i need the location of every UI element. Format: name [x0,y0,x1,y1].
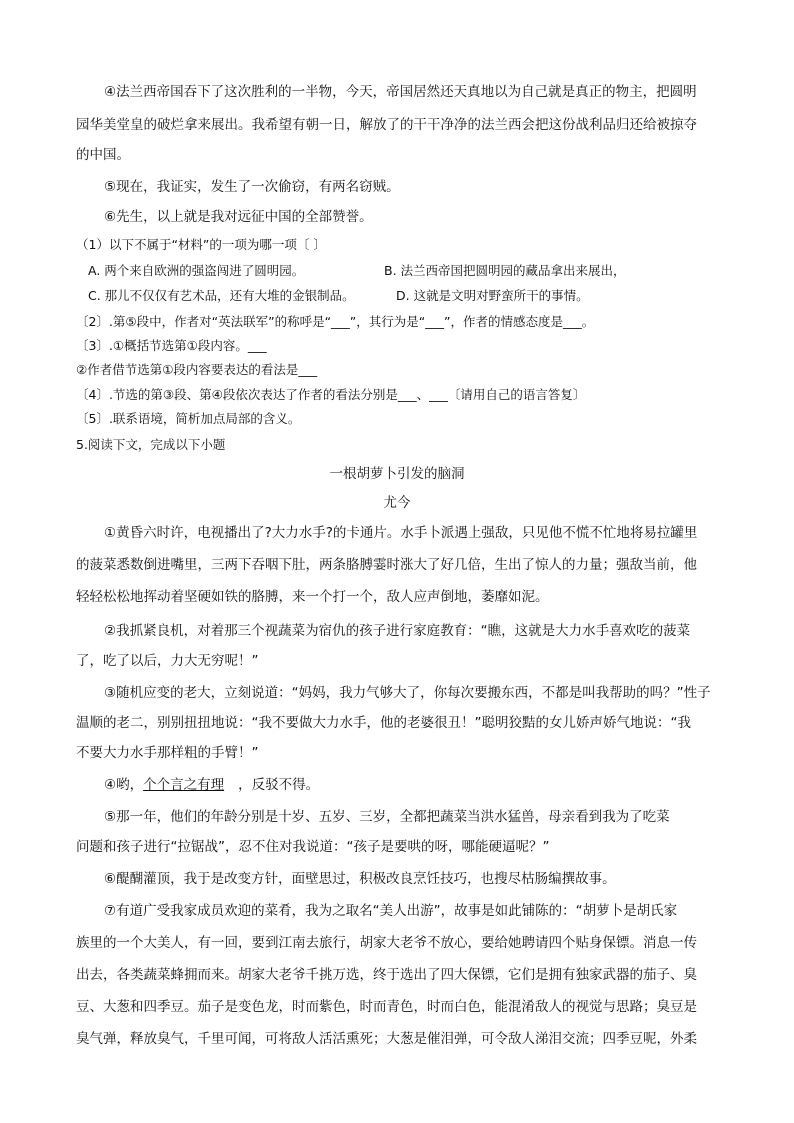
paragraph-line: ②我抓紧良机，对着那三个视蔬菜为宿仇的孩子进行家庭教育：“瞧，这就是大力水手喜欢吃的菠菜 [104,623,691,639]
paragraph-line: 轻轻松松地挥动着坚硬如铁的胳膊，来一个打一个，敌人应声倒地，萎靡如泥。 [76,589,549,605]
paragraph-line: 的中国。 [76,147,130,163]
option-b: B. 法兰西帝国把圆明园的藏品拿出来展出， [384,263,626,278]
article-title: 一根胡萝卜引发的脑洞 [329,466,465,482]
paragraph-line: 问题和孩子进行“拉锯战”，忍不住对我说道：“孩子是要哄的呀，哪能硬逼呢？” [76,839,550,855]
option-c: C. 那儿不仅仅有艺术品，还有大堆的金银制品。 [88,288,355,303]
question-1: （1）以下不属于“材料”的一项为哪一项〔 〕 [76,237,326,252]
paragraph-line: ⑦有道广受我家成员欢迎的菜肴，我为之取名“美人出游”，故事是如此铺陈的：“胡萝卜是胡氏家 [104,903,678,919]
question-3b: ②作者借节选第①段内容要表达的看法是___ [76,362,318,377]
paragraph-5: ⑤现在，我证实，发生了一次偷窃，有两名窃贼。 [104,179,400,195]
section-heading: 5.阅读下文，完成以下小题 [76,437,226,452]
paragraph-line: ④法兰西帝国吞下了这次胜利的一半物，今天，帝国居然还天真地以为自己就是真正的物主，把圆明 [104,84,697,100]
article-author: 尤今 [383,495,411,511]
paragraph-6: ⑥醍醐灌顶，我于是改变方针，面壁思过，积极改良烹饪技巧，也搜尽枯肠编撰故事。 [104,871,616,887]
option-a: A. 两个来自欧洲的强盗闯进了圆明园。 [88,263,305,278]
paragraph-4 [104,776,319,794]
p4-prefix: ④哟， [104,777,144,793]
underlined-phrase: 个个言之有理 [143,777,225,793]
paragraph-line: ③随机应变的老大，立刻说道：“妈妈，我力气够大了，你每次要搬东西，不都是叫我帮助的吗？”性子 [104,685,711,701]
p4-suffix: ，反驳不得。 [238,777,320,793]
paragraph-line: 族里的一个大美人，有一回，要到江南去旅行，胡家大老爷不放心，要给她聘请四个贴身保镖。消息一传 [76,935,697,951]
question-4: 〔4〕.节选的第③段、第④段依次表达了作者的看法分别是___、___〔请用自己的语言答复〕 [76,387,586,402]
paragraph-line: 豆、大葱和四季豆。茄子是变色龙，时而紫色，时而青色，时而白色，能混淆敌人的视觉与思路；臭豆是 [76,999,697,1015]
question-3a: 〔3〕.①概括节选第①段内容。___ [76,338,267,353]
paragraph-line: 温顺的老二，别别扭扭地说：“我不要做大力水手，他的老婆很丑！”聪明狡黠的女儿娇声娇气地说：“我 [76,715,691,731]
paragraph-line: ①黄昏六时许，电视播出了?大力水手?的卡通片。水手卜派遇上强敌，只见他不慌不忙地将易拉罐里 [104,525,698,541]
paragraph-line: 出去，各类蔬菜蜂拥而来。胡家大老爷千挑万选，终于选出了四大保镖，它们是拥有独家武器的茄子、臭 [76,967,697,983]
paragraph-6: ⑥先生，以上就是我对远征中国的全部赞誉。 [104,209,373,225]
paragraph-line: ⑤那一年，他们的年龄分别是十岁、五岁、三岁，全都把蔬菜当洪水猛兽，母亲看到我为了吃菜 [104,809,670,825]
question-2: 〔2〕.第⑤段中，作者对“英法联军”的称呼是“___”，其行为是“___”，作者的情感态度是___。 [76,314,595,329]
question-5: 〔5〕.联系语境，简析加点局部的含义。 [76,411,301,426]
paragraph-line: 臭气弹，释放臭气，千里可闻，可将敌人活活熏死；大葱是催泪弹，可令敌人涕泪交流；四季豆呢，外柔 [76,1031,697,1047]
paragraph-line: 的菠菜悉数倒进嘴里，三两下吞咽下肚，两条胳膊霎时涨大了好几倍，生出了惊人的力量；强敌当前，他 [76,557,697,573]
paragraph-line: 不要大力水手那样粗的手臂！” [76,745,259,761]
paragraph-line: 园华美堂皇的破烂拿来展出。我希望有朝一日，解放了的干干净净的法兰西会把这份战利品归还给被掠夺 [76,117,697,133]
option-d: D. 这就是文明对野蛮所干的事情。 [396,288,589,303]
paragraph-line: 了，吃了以后，力大无穷呢！” [76,653,259,669]
